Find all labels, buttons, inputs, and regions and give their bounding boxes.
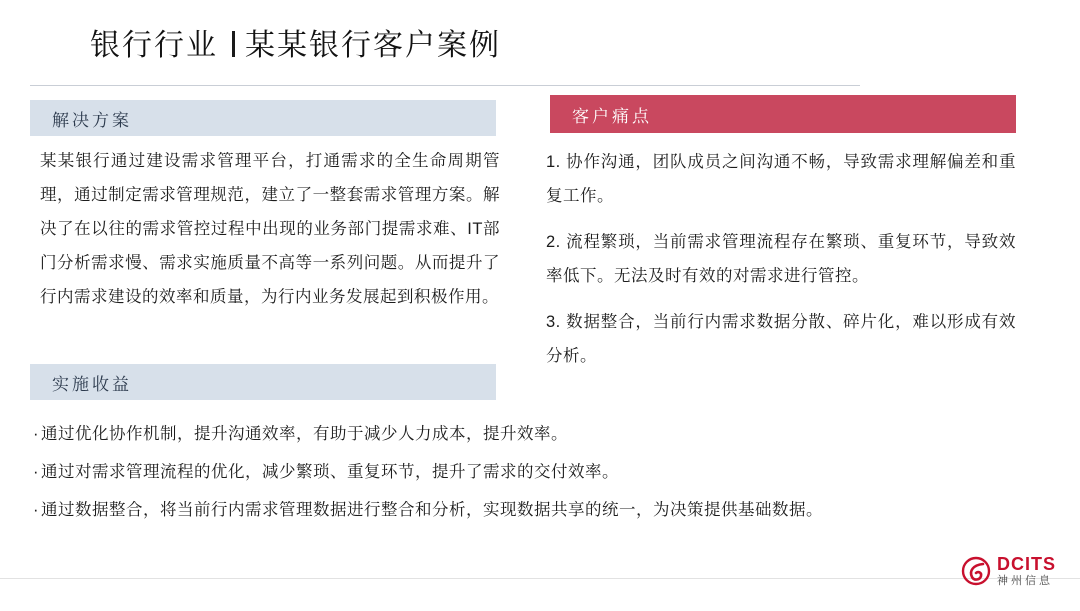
page-title [90,20,501,64]
page-title-sub: 某某银行客户案例 [245,29,501,62]
company-logo [961,550,1056,592]
section-header-pain-points [550,95,1016,133]
footer-divider [0,578,1080,579]
list-item [33,453,1033,491]
logo-text-en: DCITS [997,554,1056,574]
bullet-icon: · [33,425,39,443]
list-item: 2. 流程繁琐，当前需求管理流程存在繁琐、重复环节，导致效率低下。无法及时有效的对需求进行管控。 [546,233,1016,285]
dcits-swirl-icon [961,556,991,586]
bullet-icon: · [33,501,39,519]
bullet-icon: · [33,463,39,481]
list-item [33,415,1033,453]
section-header-pain-points-label: 客户痛点 [572,106,652,126]
list-item: 3. 数据整合，当前行内需求数据分散、碎片化，难以形成有效分析。 [546,313,1016,365]
logo-text [997,555,1056,587]
title-underline [30,85,860,86]
logo-text-cn: 神州信息 [997,575,1053,587]
list-item [33,491,1033,529]
list-item-label: 通过优化协作机制，提升沟通效率，有助于减少人力成本，提升效率。 [41,425,568,443]
section-header-solution-label: 解决方案 [52,110,132,130]
title-divider-bar [232,31,235,57]
section-header-benefit-label: 实施收益 [52,374,132,394]
page-title-main: 银行行业 [90,29,218,62]
list-item-label: 通过对需求管理流程的优化，减少繁琐、重复环节，提升了需求的交付效率。 [41,463,619,481]
list-item: 1. 协作沟通，团队成员之间沟通不畅，导致需求理解偏差和重复工作。 [546,153,1016,205]
section-header-solution [30,100,496,136]
list-item-label: 通过数据整合，将当前行内需求管理数据进行整合和分析，实现数据共享的统一，为决策提供基础数据。 [41,501,823,519]
benefit-list [33,415,1033,529]
section-header-benefit [30,364,496,400]
solution-body-text: 某某银行通过建设需求管理平台，打通需求的全生命周期管理，通过制定需求管理规范，建立了一整套需求管理方案。解决了在以往的需求管控过程中出现的业务部门提需求难、IT部门分析需求慢、需求实施质量不高等一系列问题。从而提升了行内需求建设的效率和质量，为行内业务发展起到积极作用。 [40,152,500,306]
pain-points-list [546,145,1016,385]
